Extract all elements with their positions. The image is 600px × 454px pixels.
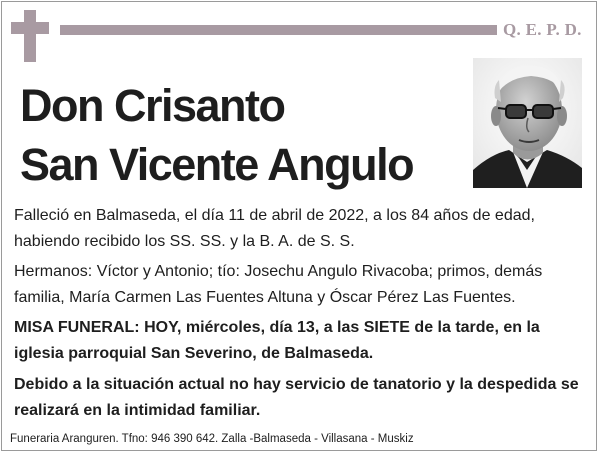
funeral-home-footer: Funeraria Aranguren. Tfno: 946 390 642. Zalla -Balmaseda - Villasana - Muskiz (10, 433, 414, 445)
notice-text: Debido a la situación actual no hay servicio de tanatorio y la despedida se realizará en la intimidad familiar. (14, 376, 579, 419)
deceased-name-line2: San Vicente Angulo (20, 139, 414, 190)
portrait-photo (473, 58, 582, 188)
funeral-mass-text: MISA FUNERAL: HOY, miércoles, día 13, a las SIETE de la tarde, en la iglesia parroquial San Severino, de Balmaseda. (14, 319, 540, 362)
qepd-label: Q. E. P. D. (503, 20, 582, 39)
family-text: Hermanos: Víctor y Antonio; tío: Josechu Angulo Rivacoba; primos, demás familia, María Carmen Las Fuentes Altuna y Óscar Pérez Las Fuentes. (14, 263, 543, 306)
death-notice-text: Falleció en Balmaseda, el día 11 de abril de 2022, a los 84 años de edad, habiendo recibido los SS. SS. y la B. A. de S. S. (14, 207, 535, 250)
deceased-name-line1: Don Crisanto (20, 80, 285, 131)
header-bar (60, 25, 497, 35)
